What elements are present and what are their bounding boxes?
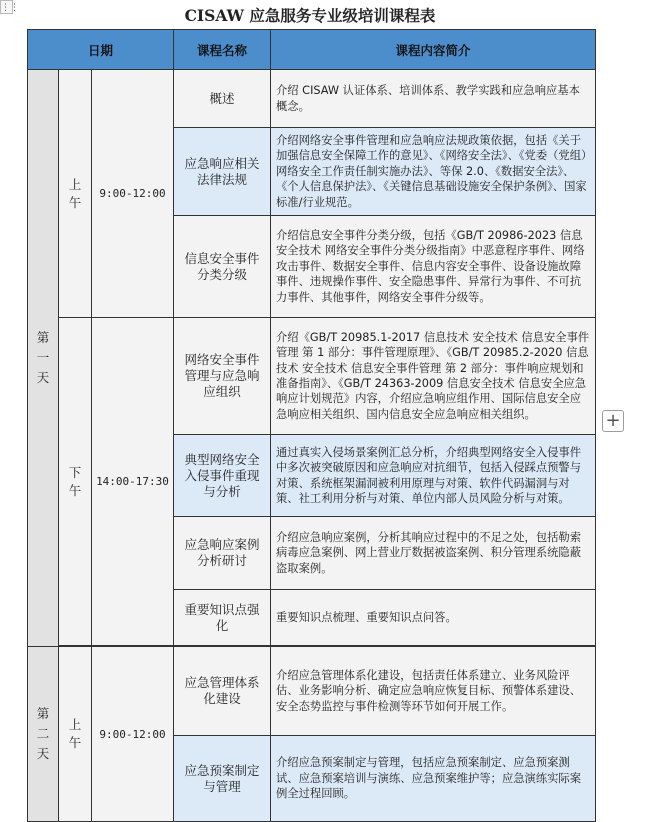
add-row-button[interactable]: + (602, 410, 624, 432)
header-course: 课程名称 (174, 30, 271, 70)
course-desc: 介绍应急响应案例，分析其响应过程中的不足之处，包括勒索病毒应急案例、网上营业厅数据被盗案例、积分管理系统隐蔽盗取案例。 (271, 517, 596, 590)
course-desc: 重要知识点梳理、重要知识点问答。 (271, 590, 596, 646)
table-row (28, 70, 596, 128)
course-desc: 介绍《GB/T 20985.1-2017 信息技术 安全技术 信息安全事件管理 第 1 部分：事件管理原理》、《GB/T 20985.2-2020 信息技术 安全技术 信息安全事件管理 第 2 部分：事件响应规划和准备指南》、《GB/T 24363-2009 信息安全技术 信息安全应急响应计划规范》内容，介绍应急响应组作用、国际信息安全应急响应相关组织、国内信息安全应急响应相关组织。 (271, 318, 596, 435)
course-name: 应急响应案例分析研讨 (174, 517, 271, 590)
day-label-text: 第 一 天 (36, 330, 50, 385)
course-desc: 介绍网络安全事件管理和应急响应法规政策依据，包括《关于加强信息安全保障工作的意见》、《网络安全法》、《党委（党组）网络安全工作责任制实施办法》、等保 2.0、《数据安全法》、《个人信息保护法》、《关键信息基础设施安全保护条例》、国家标准/行业规范。 (271, 128, 596, 216)
day-label (28, 647, 59, 822)
course-name: 应急响应相关法律法规 (174, 128, 271, 216)
course-name: 应急管理体系化建设 (174, 647, 271, 736)
half-day-text: 上 午 (68, 717, 82, 750)
course-name: 网络安全事件管理与应急响应组织 (174, 318, 271, 435)
half-day-text: 下 午 (68, 464, 82, 498)
course-name: 重要知识点强化 (174, 590, 271, 646)
course-desc: 通过真实入侵场景案例汇总分析，介绍典型网络安全入侵事件中多次被突破原因和应急响应对抗细节，包括入侵踩点预警与对策、系统框架漏洞被利用原理与对策、软件代码漏洞与对策、社工利用分析与对策、单位内部人员风险分析与对策。 (271, 435, 596, 517)
time-slot: 9:00-12:00 (92, 70, 174, 318)
header-date: 日期 (28, 30, 174, 70)
table-row (28, 318, 596, 435)
day-label-text: 第 二 天 (36, 706, 50, 761)
course-name: 应急预案制定与管理 (174, 736, 271, 822)
header-content: 课程内容简介 (271, 30, 596, 70)
half-day-label (59, 647, 92, 822)
document-title: CISAW 应急服务专业级培训课程表 (184, 6, 436, 25)
course-desc: 介绍应急管理体系化建设，包括责任体系建立、业务风险评估、业务影响分析、确定应急响应恢复目标、预警体系建设、安全态势监控与事件检测等环节如何开展工作。 (271, 647, 596, 736)
half-day-label (59, 70, 92, 318)
table-row (28, 647, 596, 736)
course-name: 概述 (174, 70, 271, 128)
day-label (28, 70, 59, 647)
course-desc: 介绍信息安全事件分类分级，包括《GB/T 20986-2023 信息安全技术 网络安全事件分类分级指南》中恶意程序事件、网络攻击事件、数据安全事件、信息内容安全事件、设备设施故障事件、违规操作事件、安全隐患事件、异常行为事件、不可抗力事件、其他事件，网络安全事件分级等。 (271, 216, 596, 318)
course-name: 信息安全事件分类分级 (174, 216, 271, 318)
course-desc: 介绍应急预案制定与管理，包括应急预案制定、应急预案测试、应急预案培训与演练、应急预案维护等；应急演练实际案例全过程回顾。 (271, 736, 596, 822)
header-row (28, 30, 596, 70)
table-drag-handle[interactable]: ⋮⋮ (0, 0, 13, 14)
course-name: 典型网络安全入侵事件重现与分析 (174, 435, 271, 517)
time-slot: 9:00-12:00 (92, 647, 174, 822)
half-day-label (59, 318, 92, 646)
schedule-table (27, 29, 596, 822)
time-slot: 14:00-17:30 (92, 318, 174, 646)
half-day-text: 上 午 (68, 176, 82, 210)
course-desc: 介绍 CISAW 认证体系、培训体系、教学实践和应急响应基本概念。 (271, 70, 596, 128)
